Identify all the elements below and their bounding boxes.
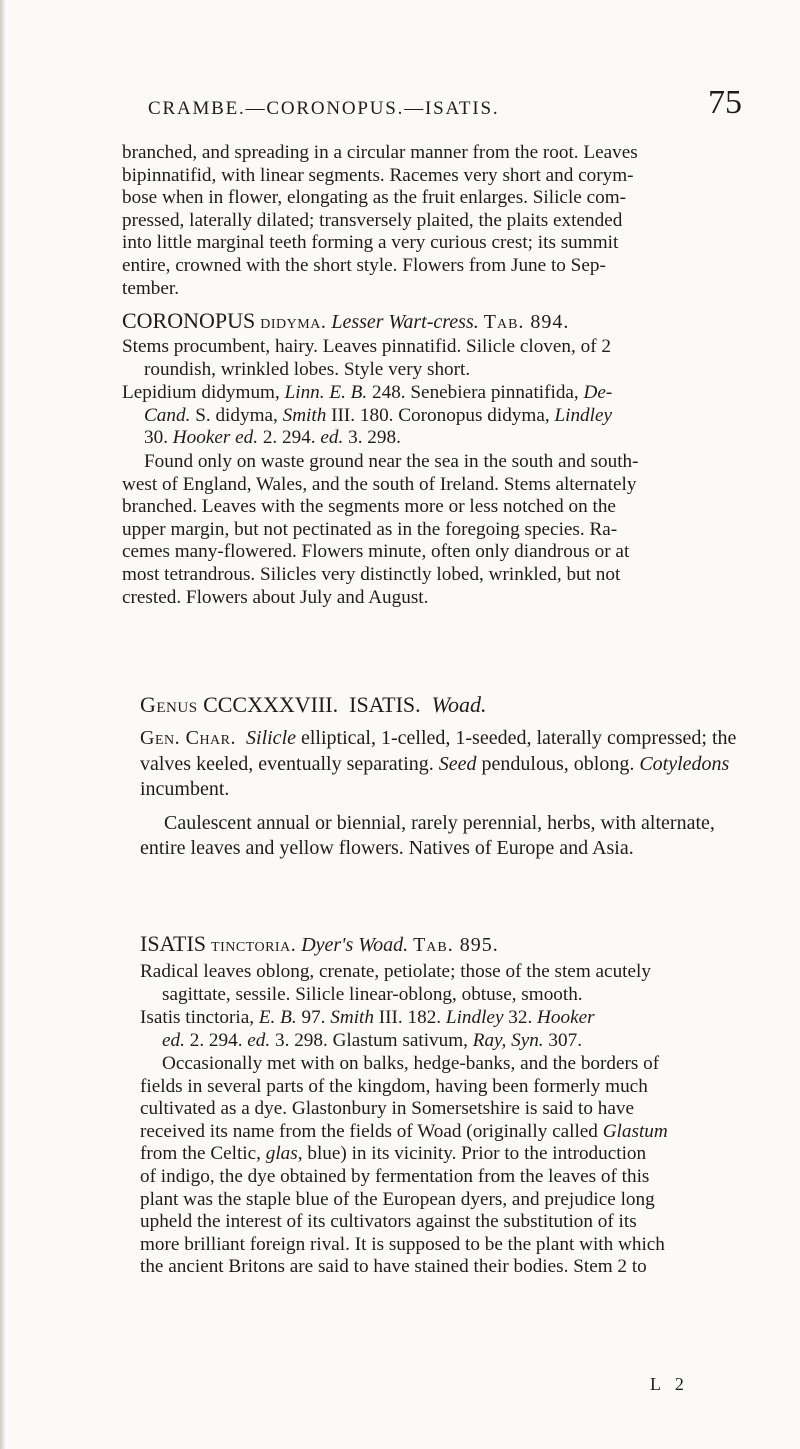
- text-run: blue) in its vicinity. Prior to the introduction: [307, 1143, 647, 1165]
- reference: Ray, Syn.: [472, 1029, 544, 1051]
- genus-habit: Caulescent annual or biennial, rarely perennial, herbs, with alternate, entire leaves and yellow flowers. Natives of Europe and Asia.: [140, 811, 715, 859]
- signature-mark: L 2: [650, 1374, 689, 1394]
- synonym: 307.: [548, 1029, 582, 1051]
- genus-heading: [140, 692, 486, 718]
- text-line: pressed, laterally dilated; transversely plaited, the plaits extended: [122, 209, 623, 231]
- term: glas,: [265, 1143, 303, 1165]
- plate-reference: Tab. 895.: [413, 934, 499, 956]
- reference: Cand.: [144, 404, 191, 426]
- page-number: 75: [708, 84, 742, 121]
- synonymy-line: [122, 382, 748, 405]
- generic-character-text: [140, 726, 750, 803]
- generic-character: [140, 726, 750, 862]
- isatis-synonymy: [140, 1007, 750, 1052]
- text-line: sagittate, sessile. Silicle linear-oblong, obtuse, smooth.: [162, 983, 583, 1005]
- text-line: upper margin, but not pectinated as in the foregoing species. Ra-: [122, 518, 618, 540]
- text-run: incumbent.: [140, 778, 230, 800]
- text-line: branched. Leaves with the segments more or less notched on the: [122, 496, 616, 518]
- synonymy-line: [140, 1007, 750, 1030]
- synonym: 248. Senebiera pinnatifida,: [372, 382, 579, 403]
- coronopus-description: [122, 336, 748, 381]
- text-line: [140, 1143, 752, 1166]
- reference: Hooker: [537, 1007, 595, 1028]
- text-line: Radical leaves oblong, crenate, petiolate; those of the stem acutely: [140, 961, 651, 982]
- text-line: entire, crowned with the short style. Flowers from June to Sep-: [122, 254, 606, 276]
- synonym: S. didyma,: [195, 404, 278, 426]
- synonym: 97.: [301, 1007, 326, 1028]
- genus-name: ISATIS.: [349, 692, 421, 717]
- text-line: of indigo, the dye obtained by fermentation from the leaves of this: [140, 1165, 650, 1187]
- reference: Lindley: [445, 1007, 504, 1028]
- genus-common-name: Woad.: [431, 692, 487, 717]
- synonym: 3. 298. Glastum sativum,: [275, 1029, 468, 1051]
- text-line: plant was the staple blue of the European dyers, and prejudice long: [140, 1188, 655, 1210]
- synonym: 32.: [508, 1007, 533, 1028]
- synonym: III. 180. Coronopus didyma,: [331, 404, 550, 426]
- page-header: [122, 84, 742, 134]
- genus-number: CCCXXXVIII.: [203, 692, 339, 717]
- coronopus-species-heading: [122, 309, 748, 334]
- synonym: 30.: [144, 427, 168, 449]
- text-run: compressed; the valves keeled, eventually separating.: [140, 727, 737, 775]
- genus-name: ISATIS: [140, 931, 207, 956]
- reference: E. B.: [258, 1007, 297, 1028]
- text-line: fields in several parts of the kingdom, having been formerly much: [140, 1075, 648, 1097]
- text-line: Stems procumbent, hairy. Leaves pinnatifid. Silicle cloven, of 2: [122, 336, 611, 357]
- text-line: into little marginal teeth forming a very curious crest; its summit: [122, 232, 619, 254]
- text-line: Found only on waste ground near the sea in the south and south-: [144, 451, 639, 472]
- isatis-species-heading: [140, 932, 750, 957]
- term: Seed: [438, 752, 477, 775]
- synonym: III. 182.: [378, 1007, 442, 1028]
- running-head: CRAMBE.—CORONOPUS.—ISATIS.: [148, 98, 500, 119]
- text-line: branched, and spreading in a circular manner from the root. Leaves: [122, 142, 638, 163]
- text-line: tember.: [122, 277, 180, 299]
- reference: Lindley: [554, 404, 612, 426]
- genus-name: CORONOPUS: [122, 308, 256, 333]
- text-line: bipinnatifid, with linear segments. Racemes very short and corym-: [122, 164, 634, 186]
- text-line: Occasionally met with on balks, hedge-banks, and the borders of: [162, 1053, 660, 1074]
- reference: ed.: [247, 1029, 271, 1051]
- synonym: Isatis tinctoria,: [140, 1007, 255, 1028]
- text-line: [140, 1121, 752, 1144]
- text-run: elliptical, 1-celled, 1-seeded, laterally: [301, 727, 602, 749]
- page-edge-shadow: [0, 0, 6, 1449]
- common-name: Dyer's Woad.: [301, 934, 409, 956]
- crambe-description-continued: [122, 142, 748, 300]
- text-line: crested. Flowers about July and August.: [122, 586, 429, 608]
- synonymy-line: [122, 427, 748, 450]
- text-line: cultivated as a dye. Glastonbury in Somersetshire is said to have: [140, 1098, 634, 1120]
- plate-reference: Tab. 894.: [483, 311, 570, 333]
- synonym: 2. 294.: [189, 1029, 243, 1051]
- term: Silicle: [246, 727, 296, 749]
- text-line: the ancient Britons are said to have stained their bodies. Stem 2 to: [140, 1256, 647, 1278]
- text-line: more brilliant foreign rival. It is supposed to be the plant with which: [140, 1233, 665, 1255]
- synonymy-line: [140, 1030, 750, 1053]
- synonym: 2. 294.: [262, 427, 316, 449]
- genus-label: Genus: [140, 692, 198, 717]
- gen-char-label: Gen. Char.: [140, 727, 237, 749]
- species-epithet: tinctoria.: [211, 934, 297, 956]
- text-line: roundish, wrinkled lobes. Style very short.: [144, 358, 471, 380]
- text-run: received its name from the fields of Woad (originally called: [140, 1120, 598, 1142]
- isatis-notes: [140, 1053, 752, 1279]
- term: Cotyledons: [639, 752, 730, 775]
- reference: Smith: [282, 404, 327, 426]
- coronopus-notes: [122, 451, 748, 609]
- synonym: Lepidium didymum,: [122, 382, 280, 403]
- text-line: west of England, Wales, and the south of Ireland. Stems alternately: [122, 473, 637, 495]
- text-line: most tetrandrous. Silicles very distinctly lobed, wrinkled, but not: [122, 563, 621, 585]
- text-run: pendulous, oblong.: [481, 752, 635, 775]
- coronopus-synonymy: [122, 382, 748, 450]
- species-epithet: didyma.: [260, 311, 327, 333]
- reference: Smith: [330, 1007, 374, 1028]
- reference: Linn.: [284, 382, 325, 403]
- reference: E. B.: [329, 382, 368, 403]
- reference: De-: [583, 382, 613, 403]
- common-name: Lesser Wart-cress.: [331, 311, 479, 333]
- text-line: cemes many-flowered. Flowers minute, often only diandrous or at: [122, 541, 630, 563]
- reference: Hooker ed.: [172, 427, 259, 449]
- synonymy-line: [122, 405, 748, 428]
- reference: ed.: [320, 427, 344, 449]
- text-line: bose when in flower, elongating as the fruit enlarges. Silicle com-: [122, 187, 627, 209]
- reference: ed.: [162, 1029, 185, 1051]
- text-run: from the Celtic,: [140, 1143, 261, 1165]
- text-line: upheld the interest of its cultivators against the substitution of its: [140, 1211, 637, 1233]
- isatis-description: [140, 961, 750, 1006]
- term: Glastum: [602, 1120, 668, 1142]
- synonym: 3. 298.: [348, 427, 401, 449]
